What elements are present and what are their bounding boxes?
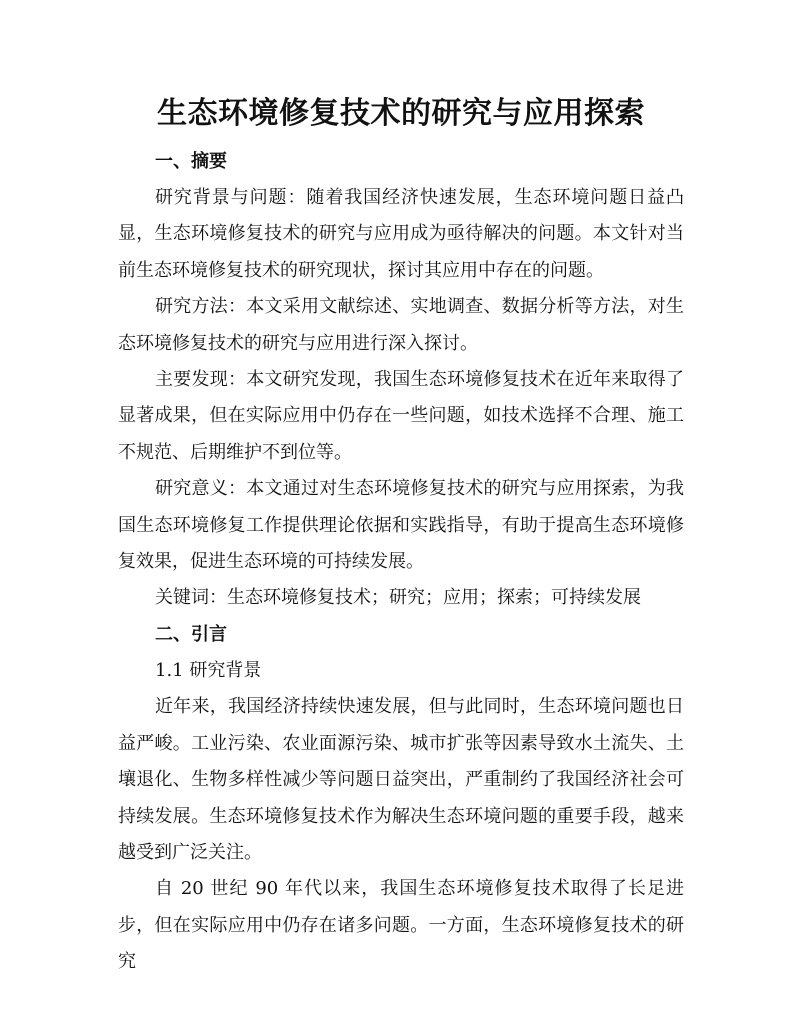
abstract-significance-paragraph: 研究意义：本文通过对生态环境修复技术的研究与应用探索，为我国生态环境修复工作提供理论依据和实践指导，有助于提高生态环境修复效果，促进生态环境的可持续发展。 [118, 478, 684, 573]
introduction-heading: 二、引言 [155, 623, 227, 645]
introduction-paragraph-2: 自 20 世纪 90 年代以来，我国生态环境修复技术取得了长足进步，但在实际应用中仍存在诸多问题。一方面，生态环境修复技术的研究 [118, 878, 684, 973]
introduction-paragraph-1: 近年来，我国经济持续快速发展，但与此同时，生态环境问题也日益严峻。工业污染、农业面源污染、城市扩张等因素导致水土流失、土壤退化、生物多样性减少等问题日益突出，严重制约了我国经济社会可持续发展。生态环境修复技术作为解决生态环境问题的重要手段，越来越受到广泛关注。 [118, 696, 684, 863]
document-title: 生态环境修复技术的研究与应用探索 [157, 96, 645, 131]
research-background-subheading: 1.1 研究背景 [155, 659, 262, 681]
document-page [118, 0, 684, 981]
abstract-background-paragraph: 研究背景与问题：随着我国经济快速发展，生态环境问题日益凸显，生态环境修复技术的研究与应用成为亟待解决的问题。本文针对当前生态环境修复技术的研究现状，探讨其应用中存在的问题。 [118, 187, 684, 281]
abstract-methods-paragraph: 研究方法：本文采用文献综述、实地调查、数据分析等方法，对生态环境修复技术的研究与应用进行深入探讨。 [118, 296, 684, 354]
abstract-heading: 一、摘要 [155, 151, 227, 172]
keywords-line: 关键词：生态环境修复技术；研究；应用；探索；可持续发展 [155, 587, 641, 609]
abstract-findings-paragraph: 主要发现：本文研究发现，我国生态环境修复技术在近年来取得了显著成果，但在实际应用中仍存在一些问题，如技术选择不合理、施工不规范、后期维护不到位等。 [118, 369, 684, 463]
